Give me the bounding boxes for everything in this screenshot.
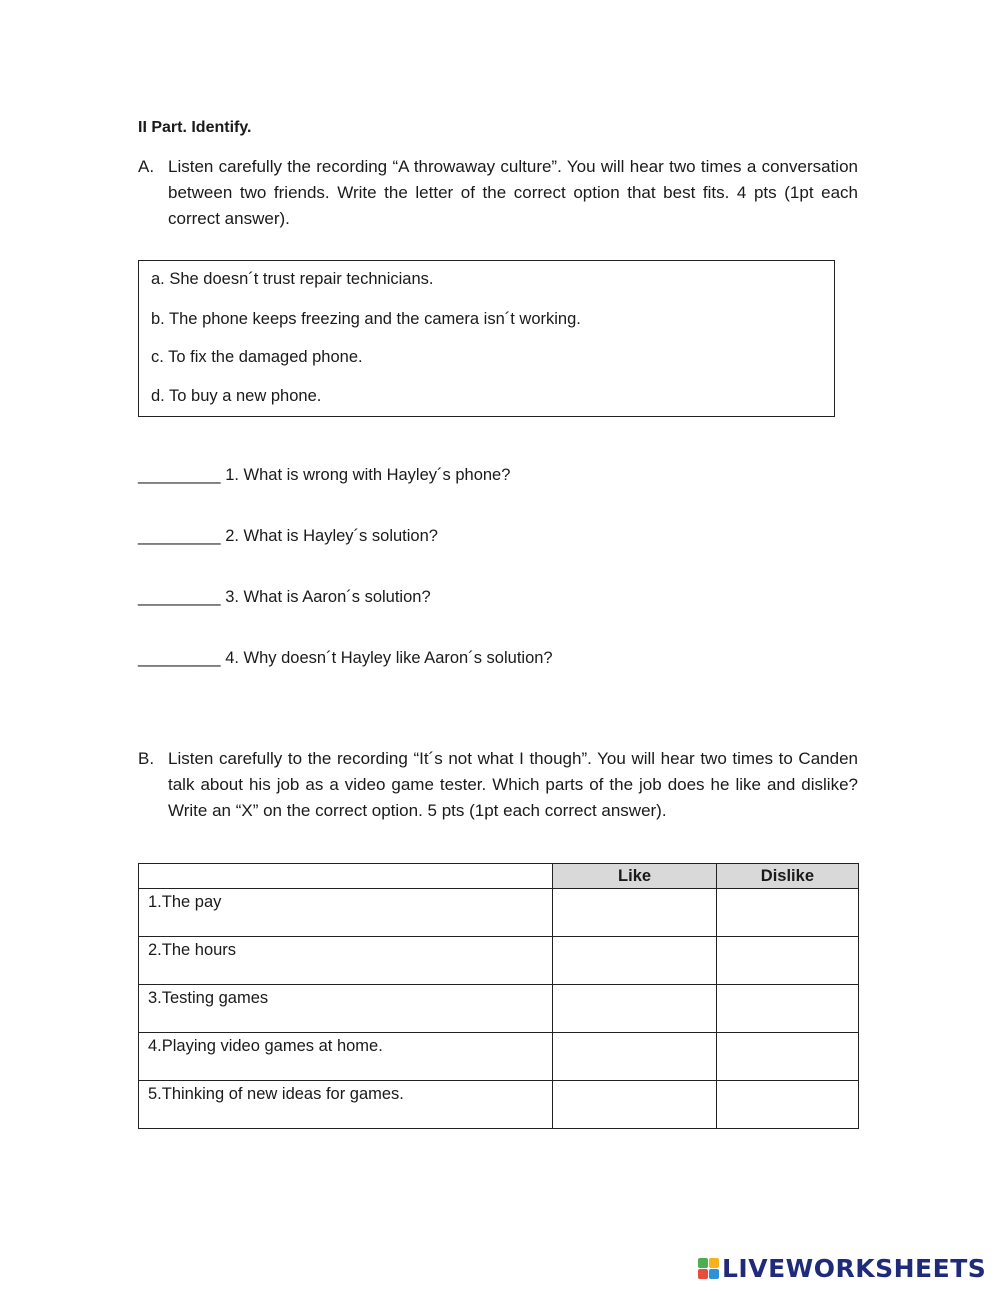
dislike-cell-4[interactable] [716,1033,858,1081]
like-dislike-table [138,863,859,1129]
answer-blank-4[interactable]: _________ [138,649,221,667]
option-d: d. To buy a new phone. [151,387,322,405]
dislike-cell-1[interactable] [716,889,858,937]
header-item [139,864,553,889]
header-like: Like [553,864,716,889]
like-cell-3[interactable] [553,985,716,1033]
option-c: c. To fix the damaged phone. [151,348,363,366]
header-dislike: Dislike [716,864,858,889]
answer-blank-2[interactable]: _________ [138,527,221,545]
row-label-hours: 2.The hours [139,937,553,985]
question-3 [138,588,431,607]
question-2 [138,527,438,546]
answer-blank-1[interactable]: _________ [138,466,221,484]
table-row [139,985,859,1033]
option-a: a. She doesn´t trust repair technicians. [151,270,434,288]
table-row [139,1081,859,1129]
part-title: II Part. Identify. [138,119,252,136]
section-a-instructions [138,154,858,232]
question-3-text: 3. What is Aaron´s solution? [225,588,431,606]
logo-square-1 [698,1258,708,1268]
like-cell-1[interactable] [553,889,716,937]
dislike-cell-3[interactable] [716,985,858,1033]
logo-square-2 [709,1258,719,1268]
section-b-text: Listen carefully to the recording “It´s not what I though”. You will hear two times to Canden talk about his job as a video game tester. Which parts of the job does he like and dislike? Write an “X” on the correct option. 5 pts (1pt each correct answer). [168,749,858,820]
row-label-playing: 4.Playing video games at home. [139,1033,553,1081]
question-4-text: 4. Why doesn´t Hayley like Aaron´s solution? [225,649,553,667]
logo-square-3 [698,1269,708,1279]
logo-square-4 [709,1269,719,1279]
dislike-cell-2[interactable] [716,937,858,985]
question-2-text: 2. What is Hayley´s solution? [225,527,438,545]
question-1-text: 1. What is wrong with Hayley´s phone? [225,466,511,484]
row-label-ideas: 5.Thinking of new ideas for games. [139,1081,553,1129]
answer-blank-3[interactable]: _________ [138,588,221,606]
liveworksheets-logo [698,1254,986,1283]
like-cell-4[interactable] [553,1033,716,1081]
section-a-letter: A. [138,157,155,176]
row-label-testing: 3.Testing games [139,985,553,1033]
section-a-text: Listen carefully the recording “A throwaway culture”. You will hear two times a conversation between two friends. Write the letter of the correct option that best fits. 4 pts (1pt each correct answer). [168,157,858,228]
logo-mark-icon [698,1258,719,1279]
question-4 [138,649,553,668]
option-b: b. The phone keeps freezing and the camera isn´t working. [151,310,581,328]
row-label-pay: 1.The pay [139,889,553,937]
table-row [139,1033,859,1081]
table-header-row [139,864,859,889]
logo-text: LIVEWORKSHEETS [722,1254,987,1283]
section-b-letter: B. [138,749,155,768]
like-cell-5[interactable] [553,1081,716,1129]
table-row [139,889,859,937]
dislike-cell-5[interactable] [716,1081,858,1129]
like-cell-2[interactable] [553,937,716,985]
options-box [138,260,835,417]
table-row [139,937,859,985]
section-b-instructions [138,746,858,824]
question-1 [138,466,510,485]
